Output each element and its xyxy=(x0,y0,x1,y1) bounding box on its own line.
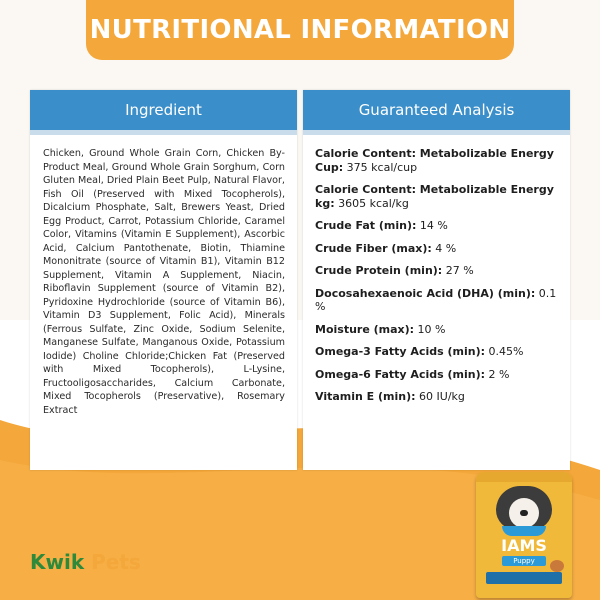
ingredient-list: Chicken, Ground Whole Grain Corn, Chicken By-Product Meal, Ground Whole Grain Sorghum, Corn Gluten Meal, Dried Plain Beet Pulp, Natural Flavor, Fish Oil (Preserved with Mixed Tocopherols), Dicalcium Phosphate, Salt, Brewers Yeast, Dried Egg Product, Carrot, Potassium Chloride, Caramel Color, Vitamins (Vitamin E Supplement), Ascorbic Acid, Calcium Pantothenate, Biotin, Thiamine Mononitrate (source of Vitamin B1), Vitamin B12 Supplement, Vitamin A Supplement, Niacin, Riboflavin Supplement (source of Vitamin B2), Pyridoxine Hydrochloride (source of Vitamin B6), Vitamin D3 Supplement, Folic Acid), Minerals (Ferrous Sulfate, Zinc Oxide, Sodium Selenite, Manganese Sulfate, Manganous Oxide, Potassium Iodide) Choline Chloride;Chicken Fat (Preserved with Mixed Tocopherols), L-Lysine, Fructooligosaccharides, Calcium Carbonate, Mixed Tocopherols (Preservative), Rosemary Extract xyxy=(43,148,285,416)
analysis-row-omega-3: Omega-3 Fatty Acids (min): 0.45% xyxy=(315,345,524,358)
product-brand: IAMS xyxy=(501,536,547,555)
analysis-row-vitamin-e: Vitamin E (min): 60 IU/kg xyxy=(315,390,465,403)
analysis-panel xyxy=(303,90,570,470)
page-title: NUTRITIONAL INFORMATION xyxy=(86,0,514,60)
analysis-row-crude-fiber: Crude Fiber (max): 4 % xyxy=(315,241,457,255)
analysis-row-moisture: Moisture (max): 10 % xyxy=(315,322,446,336)
analysis-list xyxy=(303,135,570,404)
kwik-pets-logo: Kwik Pets xyxy=(30,550,141,574)
analysis-row-calorie-kg: Calorie Content: Metabolizable Energy kg: 3605 kcal/kg xyxy=(315,183,554,210)
ingredient-heading: Ingredient xyxy=(30,90,297,135)
analysis-row-crude-fat: Crude Fat (min): 14 % xyxy=(315,219,448,232)
analysis-row-calorie-cup: Calorie Content: Metabolizable Energy Cup: 375 kcal/cup xyxy=(315,147,554,174)
analysis-row-dha: Docosahexaenoic Acid (DHA) (min): 0.1 % xyxy=(315,286,557,313)
ingredient-panel xyxy=(30,90,297,470)
product-variant: Puppy xyxy=(502,556,546,566)
analysis-row-crude-protein: Crude Protein (min): 27 % xyxy=(315,264,474,277)
analysis-row-omega-6: Omega-6 Fatty Acids (min): 2 % xyxy=(315,367,510,381)
analysis-heading: Guaranteed Analysis xyxy=(303,90,570,135)
product-bag-image xyxy=(476,472,572,598)
